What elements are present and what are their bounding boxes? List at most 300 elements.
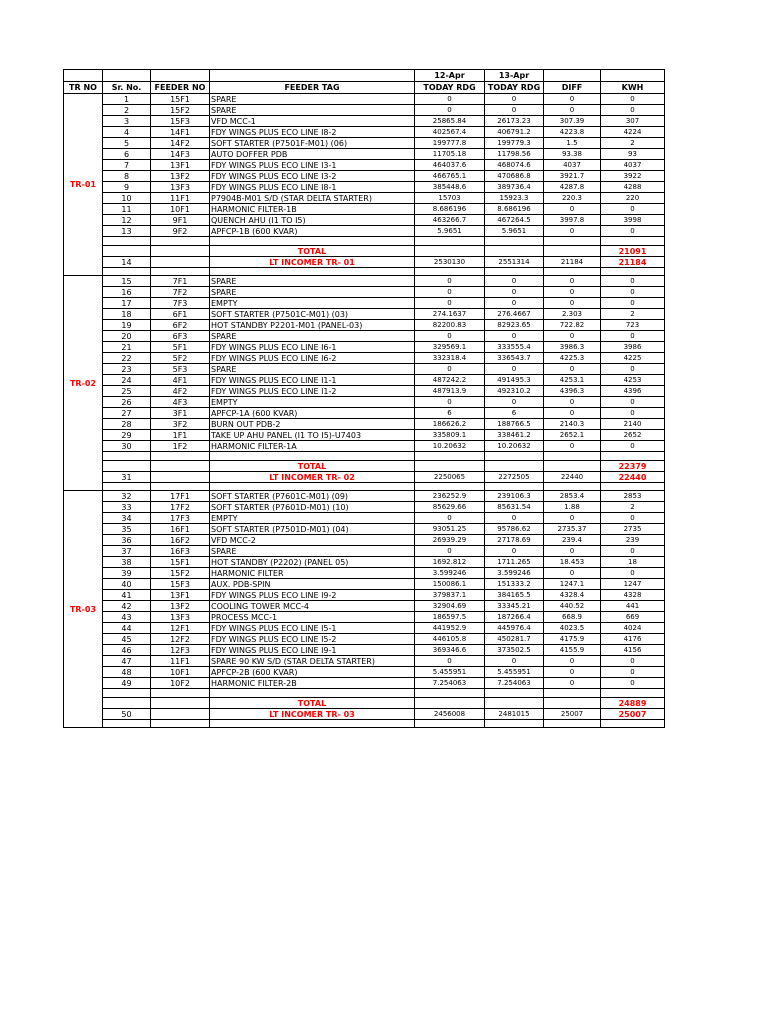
diff-cell: 4253.1 [544, 375, 601, 386]
feeder-no-cell: 3F2 [151, 419, 210, 430]
reading-1-cell: 82200.83 [415, 320, 485, 331]
diff-cell: 0 [544, 364, 601, 375]
kwh-cell: 0 [601, 656, 665, 667]
feeder-no-cell: 15F1 [151, 94, 210, 105]
sr-no-cell: 21 [103, 342, 151, 353]
empty-cell [103, 246, 151, 257]
empty-cell [151, 709, 210, 720]
date-1: 12-Apr [415, 70, 485, 82]
diff-cell: 4023.5 [544, 623, 601, 634]
feeder-no-cell: 10F1 [151, 204, 210, 215]
sr-no-cell: 4 [103, 127, 151, 138]
reading-2-cell: 7.254063 [485, 678, 544, 689]
reading-2-cell: 0 [485, 105, 544, 116]
diff-cell: 21184 [544, 257, 601, 268]
reading-2-cell: 384165.5 [485, 590, 544, 601]
sr-no-cell: 23 [103, 364, 151, 375]
diff-cell: 4037 [544, 160, 601, 171]
feeder-tag-cell: FDY WINGS PLUS ECO LINE I8-1 [210, 182, 415, 193]
reading-1-cell: 0 [415, 287, 485, 298]
kwh-cell: 0 [601, 94, 665, 105]
reading-1-cell: 329569.1 [415, 342, 485, 353]
feeder-tag-cell: SPARE [210, 94, 415, 105]
diff-cell: 4225.3 [544, 353, 601, 364]
empty-cell [103, 70, 151, 82]
kwh-cell: 4224 [601, 127, 665, 138]
feeder-tag-cell: SPARE [210, 331, 415, 342]
empty-cell [151, 237, 210, 246]
feeder-no-cell: 13F2 [151, 601, 210, 612]
transformer-label: TR-01 [64, 94, 103, 276]
reading-2-cell: 85631.54 [485, 502, 544, 513]
feeder-no-cell: 4F3 [151, 397, 210, 408]
diff-cell: 0 [544, 667, 601, 678]
diff-cell: 4155.9 [544, 645, 601, 656]
empty-cell [415, 237, 485, 246]
reading-2-cell: 1711.265 [485, 557, 544, 568]
reading-2-cell: 0 [485, 94, 544, 105]
feeder-tag-cell: FDY WINGS PLUS ECO LINE I6-1 [210, 342, 415, 353]
reading-1-cell: 0 [415, 513, 485, 524]
reading-1-cell: 379837.1 [415, 590, 485, 601]
header-today-rdg-2: TODAY RDG [485, 82, 544, 94]
kwh-cell: 0 [601, 204, 665, 215]
incomer-label: LT INCOMER TR- 02 [210, 472, 415, 483]
reading-2-cell: 199779.3 [485, 138, 544, 149]
empty-cell [415, 483, 485, 491]
table-row [64, 590, 665, 601]
sr-no-cell: 25 [103, 386, 151, 397]
empty-cell [151, 720, 210, 728]
feeder-no-cell: 17F1 [151, 491, 210, 502]
feeder-tag-cell: FDY WINGS PLUS ECO LINE I5-2 [210, 634, 415, 645]
table-row [64, 193, 665, 204]
transformer-label: TR-03 [64, 491, 103, 728]
diff-cell: 25007 [544, 709, 601, 720]
diff-cell: 4223.8 [544, 127, 601, 138]
reading-2-cell: 336543.7 [485, 353, 544, 364]
table-row [64, 276, 665, 287]
sr-no-cell: 14 [103, 257, 151, 268]
reading-2-cell: 445976.4 [485, 623, 544, 634]
empty-cell [151, 472, 210, 483]
feeder-tag-cell: FDY WINGS PLUS ECO LINE I3-1 [210, 160, 415, 171]
empty-cell [544, 237, 601, 246]
reading-1-cell: 441952.9 [415, 623, 485, 634]
feeder-no-cell: 5F3 [151, 364, 210, 375]
feeder-no-cell: 15F2 [151, 568, 210, 579]
empty-cell [151, 461, 210, 472]
table-row [64, 287, 665, 298]
empty-cell [151, 452, 210, 461]
reading-2-cell: 5.9651 [485, 226, 544, 237]
feeder-tag-cell: COOLING TOWER MCC-4 [210, 601, 415, 612]
reading-1-cell: 0 [415, 397, 485, 408]
table-row [64, 645, 665, 656]
feeder-no-cell: 9F1 [151, 215, 210, 226]
sr-no-cell: 15 [103, 276, 151, 287]
kwh-cell: 2 [601, 138, 665, 149]
reading-2-cell: 0 [485, 513, 544, 524]
header-today-rdg-1: TODAY RDG [415, 82, 485, 94]
kwh-cell: 1247 [601, 579, 665, 590]
reading-2-cell: 276.4667 [485, 309, 544, 320]
reading-2-cell: 95786.62 [485, 524, 544, 535]
empty-cell [151, 698, 210, 709]
feeder-tag-cell: VFD MCC-1 [210, 116, 415, 127]
reading-2-cell: 82923.65 [485, 320, 544, 331]
kwh-cell: 2735 [601, 524, 665, 535]
diff-cell: 0 [544, 298, 601, 309]
diff-cell: 0 [544, 568, 601, 579]
reading-2-cell: 2272505 [485, 472, 544, 483]
table-row [64, 138, 665, 149]
feeder-no-cell: 17F2 [151, 502, 210, 513]
sr-no-cell: 1 [103, 94, 151, 105]
empty-cell [485, 689, 544, 698]
diff-cell: 0 [544, 656, 601, 667]
kwh-cell: 0 [601, 105, 665, 116]
feeder-no-cell: 14F2 [151, 138, 210, 149]
feeder-tag-cell: VFD MCC-2 [210, 535, 415, 546]
empty-cell [415, 461, 485, 472]
header-sr-no: Sr. No. [103, 82, 151, 94]
reading-2-cell: 0 [485, 298, 544, 309]
reading-1-cell: 0 [415, 298, 485, 309]
reading-2-cell: 188766.5 [485, 419, 544, 430]
diff-cell: 0 [544, 105, 601, 116]
reading-1-cell: 335809.1 [415, 430, 485, 441]
reading-2-cell: 8.686196 [485, 204, 544, 215]
diff-cell: 0 [544, 204, 601, 215]
reading-1-cell: 2250065 [415, 472, 485, 483]
kwh-cell: 3986 [601, 342, 665, 353]
reading-2-cell: 187266.4 [485, 612, 544, 623]
feeder-tag-cell: FDY WINGS PLUS ECO LINE I5-1 [210, 623, 415, 634]
empty-cell [415, 246, 485, 257]
empty-cell [151, 246, 210, 257]
empty-cell [601, 689, 665, 698]
reading-1-cell: 487242.2 [415, 375, 485, 386]
reading-1-cell: 487913.9 [415, 386, 485, 397]
kwh-cell: 0 [601, 546, 665, 557]
kwh-cell: 93 [601, 149, 665, 160]
diff-cell: 0 [544, 408, 601, 419]
diff-cell: 0 [544, 276, 601, 287]
kwh-cell: 3998 [601, 215, 665, 226]
diff-cell: 0 [544, 441, 601, 452]
reading-1-cell: 0 [415, 105, 485, 116]
sr-no-cell: 49 [103, 678, 151, 689]
sr-no-cell: 12 [103, 215, 151, 226]
diff-cell: 1247.1 [544, 579, 601, 590]
diff-cell: 0 [544, 226, 601, 237]
feeder-tag-cell: FDY WINGS PLUS ECO LINE I9-1 [210, 645, 415, 656]
transformer-label: TR-02 [64, 276, 103, 491]
incomer-row [64, 472, 665, 483]
empty-cell [103, 268, 151, 276]
table-row [64, 364, 665, 375]
feeder-tag-cell: SPARE 90 KW S/D (STAR DELTA STARTER) [210, 656, 415, 667]
reading-1-cell: 150086.1 [415, 579, 485, 590]
reading-2-cell: 406791.2 [485, 127, 544, 138]
feeder-no-cell: 12F1 [151, 623, 210, 634]
reading-1-cell: 6 [415, 408, 485, 419]
empty-cell [485, 720, 544, 728]
kwh-cell: 220 [601, 193, 665, 204]
feeder-no-cell: 3F1 [151, 408, 210, 419]
table-row [64, 331, 665, 342]
empty-cell [210, 689, 415, 698]
total-label: TOTAL [210, 246, 415, 257]
diff-cell: 0 [544, 678, 601, 689]
reading-1-cell: 2530130 [415, 257, 485, 268]
table-row [64, 502, 665, 513]
table-row [64, 656, 665, 667]
diff-cell: 2652.1 [544, 430, 601, 441]
empty-cell [415, 698, 485, 709]
feeder-tag-cell: SPARE [210, 546, 415, 557]
spacer-row [64, 237, 665, 246]
sr-no-cell: 43 [103, 612, 151, 623]
diff-cell: 22440 [544, 472, 601, 483]
feeder-tag-cell: FDY WINGS PLUS ECO LINE I1-1 [210, 375, 415, 386]
feeder-tag-cell: APFCP-1A (600 KVAR) [210, 408, 415, 419]
reading-2-cell: 467264.5 [485, 215, 544, 226]
kwh-cell: 2853 [601, 491, 665, 502]
empty-cell [103, 698, 151, 709]
incomer-row [64, 709, 665, 720]
table-row [64, 408, 665, 419]
empty-cell [103, 461, 151, 472]
kwh-cell: 0 [601, 408, 665, 419]
diff-cell: 3997.8 [544, 215, 601, 226]
table-row [64, 678, 665, 689]
reading-1-cell: 0 [415, 656, 485, 667]
feeder-tag-cell: FDY WINGS PLUS ECO LINE I6-2 [210, 353, 415, 364]
table-row [64, 105, 665, 116]
kwh-cell: 4024 [601, 623, 665, 634]
feeder-no-cell: 7F2 [151, 287, 210, 298]
reading-2-cell: 33345.21 [485, 601, 544, 612]
table-row [64, 226, 665, 237]
total-row [64, 246, 665, 257]
table-row [64, 441, 665, 452]
feeder-tag-cell: PROCESS MCC-1 [210, 612, 415, 623]
sr-no-cell: 26 [103, 397, 151, 408]
empty-cell [601, 720, 665, 728]
table-row [64, 579, 665, 590]
feeder-no-cell: 6F3 [151, 331, 210, 342]
reading-1-cell: 3.599246 [415, 568, 485, 579]
feeder-tag-cell: FDY WINGS PLUS ECO LINE I9-2 [210, 590, 415, 601]
feeder-tag-cell: HARMONIC FILTER [210, 568, 415, 579]
header-diff: DIFF [544, 82, 601, 94]
spacer-row [64, 452, 665, 461]
table-row [64, 513, 665, 524]
sr-no-cell: 38 [103, 557, 151, 568]
feeder-no-cell: 4F1 [151, 375, 210, 386]
kwh-cell: 18 [601, 557, 665, 568]
feeder-no-cell: 5F2 [151, 353, 210, 364]
reading-2-cell: 0 [485, 546, 544, 557]
reading-1-cell: 0 [415, 94, 485, 105]
sr-no-cell: 48 [103, 667, 151, 678]
date-row [64, 70, 665, 82]
kwh-cell: 307 [601, 116, 665, 127]
kwh-cell: 669 [601, 612, 665, 623]
feeder-tag-cell: P7904B-M01 S/D (STAR DELTA STARTER) [210, 193, 415, 204]
reading-2-cell: 239106.3 [485, 491, 544, 502]
kwh-cell: 0 [601, 568, 665, 579]
reading-1-cell: 0 [415, 276, 485, 287]
kwh-cell: 4328 [601, 590, 665, 601]
feeder-no-cell: 7F3 [151, 298, 210, 309]
total-label: TOTAL [210, 698, 415, 709]
empty-cell [103, 689, 151, 698]
diff-cell: 0 [544, 94, 601, 105]
reading-2-cell: 0 [485, 397, 544, 408]
feeder-tag-cell: HOT STANDBY (P2202) (PANEL 05) [210, 557, 415, 568]
table-row [64, 204, 665, 215]
reading-2-cell: 450281.7 [485, 634, 544, 645]
kwh-cell: 0 [601, 226, 665, 237]
sr-no-cell: 36 [103, 535, 151, 546]
reading-1-cell: 32904.69 [415, 601, 485, 612]
feeder-no-cell: 12F2 [151, 634, 210, 645]
feeder-no-cell: 9F2 [151, 226, 210, 237]
feeder-no-cell: 14F3 [151, 149, 210, 160]
sr-no-cell: 20 [103, 331, 151, 342]
diff-cell: 668.9 [544, 612, 601, 623]
incomer-kwh: 25007 [601, 709, 665, 720]
feeder-no-cell: 17F3 [151, 513, 210, 524]
feeder-tag-cell: BURN OUT PDB-2 [210, 419, 415, 430]
reading-1-cell: 1692.812 [415, 557, 485, 568]
sr-no-cell: 8 [103, 171, 151, 182]
feeder-tag-cell: EMPTY [210, 397, 415, 408]
incomer-row [64, 257, 665, 268]
feeder-no-cell: 10F1 [151, 667, 210, 678]
reading-2-cell: 10.20632 [485, 441, 544, 452]
table-row [64, 419, 665, 430]
empty-cell [210, 70, 415, 82]
empty-cell [415, 720, 485, 728]
feeder-no-cell: 6F2 [151, 320, 210, 331]
feeder-no-cell: 6F1 [151, 309, 210, 320]
feeder-no-cell: 16F1 [151, 524, 210, 535]
spacer-row [64, 268, 665, 276]
sr-no-cell: 40 [103, 579, 151, 590]
table-row [64, 612, 665, 623]
reading-1-cell: 0 [415, 364, 485, 375]
feeder-tag-cell: SOFT STARTER (P7501F-M01) (06) [210, 138, 415, 149]
kwh-cell: 0 [601, 513, 665, 524]
empty-cell [601, 70, 665, 82]
kwh-cell: 0 [601, 331, 665, 342]
incomer-label: LT INCOMER TR- 01 [210, 257, 415, 268]
reading-2-cell: 151333.2 [485, 579, 544, 590]
feeder-no-cell: 15F3 [151, 579, 210, 590]
diff-cell: 0 [544, 513, 601, 524]
sr-no-cell: 44 [103, 623, 151, 634]
feeder-no-cell: 15F2 [151, 105, 210, 116]
diff-cell: 440.52 [544, 601, 601, 612]
reading-1-cell: 25865.84 [415, 116, 485, 127]
sr-no-cell: 28 [103, 419, 151, 430]
reading-1-cell: 274.1637 [415, 309, 485, 320]
reading-2-cell: 492310.2 [485, 386, 544, 397]
empty-cell [210, 720, 415, 728]
empty-cell [415, 689, 485, 698]
kwh-cell: 3922 [601, 171, 665, 182]
empty-cell [103, 720, 151, 728]
empty-cell [544, 461, 601, 472]
reading-1-cell: 7.254063 [415, 678, 485, 689]
diff-cell: 4287.8 [544, 182, 601, 193]
table-row [64, 149, 665, 160]
reading-1-cell: 446105.8 [415, 634, 485, 645]
table-row [64, 535, 665, 546]
empty-cell [601, 452, 665, 461]
feeder-no-cell: 13F1 [151, 590, 210, 601]
total-row [64, 461, 665, 472]
empty-cell [544, 452, 601, 461]
sr-no-cell: 9 [103, 182, 151, 193]
sr-no-cell: 19 [103, 320, 151, 331]
diff-cell: 93.38 [544, 149, 601, 160]
feeder-tag-cell: SPARE [210, 364, 415, 375]
reading-1-cell: 332318.4 [415, 353, 485, 364]
diff-cell: 0 [544, 287, 601, 298]
incomer-label: LT INCOMER TR- 03 [210, 709, 415, 720]
kwh-cell: 4176 [601, 634, 665, 645]
sr-no-cell: 18 [103, 309, 151, 320]
feeder-no-cell: 14F1 [151, 127, 210, 138]
incomer-kwh: 22440 [601, 472, 665, 483]
feeder-tag-cell: HARMONIC FILTER-1A [210, 441, 415, 452]
feeder-reading-table [63, 69, 665, 728]
feeder-no-cell: 1F1 [151, 430, 210, 441]
sr-no-cell: 37 [103, 546, 151, 557]
feeder-no-cell: 10F2 [151, 678, 210, 689]
diff-cell: 220.3 [544, 193, 601, 204]
kwh-cell: 0 [601, 364, 665, 375]
kwh-cell: 2 [601, 502, 665, 513]
header-feeder-no: FEEDER NO [151, 82, 210, 94]
sr-no-cell: 5 [103, 138, 151, 149]
spacer-row [64, 689, 665, 698]
feeder-no-cell: 16F3 [151, 546, 210, 557]
reading-2-cell: 6 [485, 408, 544, 419]
empty-cell [544, 689, 601, 698]
diff-cell: 0 [544, 397, 601, 408]
sr-no-cell: 35 [103, 524, 151, 535]
reading-2-cell: 3.599246 [485, 568, 544, 579]
table-row [64, 524, 665, 535]
reading-1-cell: 466765.1 [415, 171, 485, 182]
spacer-row [64, 720, 665, 728]
feeder-tag-cell: FDY WINGS PLUS ECO LINE I8-2 [210, 127, 415, 138]
total-row [64, 698, 665, 709]
feeder-no-cell: 13F3 [151, 612, 210, 623]
table-row [64, 127, 665, 138]
kwh-cell: 4225 [601, 353, 665, 364]
table-row [64, 320, 665, 331]
reading-2-cell: 468074.6 [485, 160, 544, 171]
feeder-tag-cell: HARMONIC FILTER-2B [210, 678, 415, 689]
sr-no-cell: 41 [103, 590, 151, 601]
